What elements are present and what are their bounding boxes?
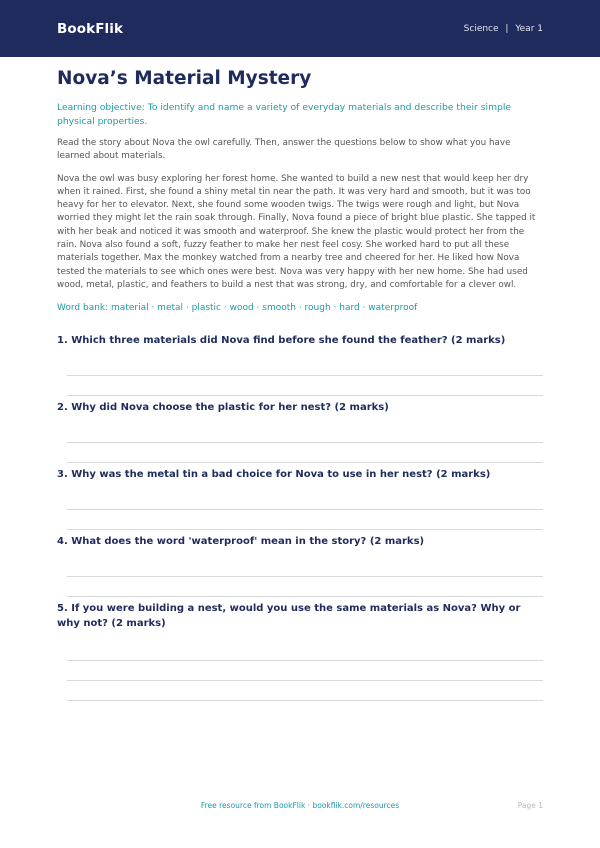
question-text: 5. If you were building a nest, would you use the same materials as Nova? Why or why not? (2 marks): [57, 603, 521, 630]
subject-label: Science: [463, 23, 499, 34]
worksheet-content: [0, 57, 600, 701]
question-block: [57, 467, 543, 530]
answer-line[interactable]: [67, 660, 543, 661]
answer-line[interactable]: [67, 700, 543, 701]
answer-line[interactable]: [67, 576, 543, 577]
answer-line[interactable]: [67, 462, 543, 463]
year-label: Year 1: [515, 23, 543, 34]
question-block: [57, 601, 543, 701]
question-block: [57, 400, 543, 463]
answer-line[interactable]: [67, 596, 543, 597]
question-text: 2. Why did Nova choose the plastic for her nest? (2 marks): [57, 402, 389, 414]
question-text: 3. Why was the metal tin a bad choice for Nova to use in her nest? (2 marks): [57, 469, 491, 481]
answer-line[interactable]: [67, 395, 543, 396]
word-bank: Word bank: material · metal · plastic · wood · smooth · rough · hard · waterproof: [57, 303, 418, 314]
question-text: 4. What does the word 'waterproof' mean in the story? (2 marks): [57, 536, 425, 548]
story-text: Nova the owl was busy exploring her forest home. She wanted to build a new nest that would keep her dry when it rained. First, she found a shiny metal tin near the path. It was very hard and smooth, but it was too heavy for her to elevator. Next, she found some wooden twigs. The twigs were rough and light, but Nova worried they might let the rain soak through. Finally, Nova found a piece of bright blue plastic. She tapped it with her beak and noticed it was smooth and waterproof. She knew the plastic would protect her from the rain. Nova also found a soft, fuzzy feather to make her nest feel cosy. She worked hard to put all these materials together. Max the monkey watched from a nearby tree and cheered for her. He liked how Nova tested the materials to see which ones were best. Nova was very happy with her new home. She had used wood, metal, plastic, and feathers to build a nest that was strong, dry, and comfortable for a clever owl.: [57, 173, 536, 290]
instructions: Read the story about Nova the owl carefully. Then, answer the questions below to show what you have learned about materials.: [57, 138, 511, 162]
answer-line[interactable]: [67, 375, 543, 376]
subject-year: [464, 24, 543, 34]
brand-logo: BookFlik: [57, 20, 124, 37]
question-block: [57, 534, 543, 597]
question-block: [57, 333, 543, 396]
footer: [0, 801, 600, 815]
footer-resource-link[interactable]: Free resource from BookFlik · bookflik.com/resources: [200, 801, 400, 810]
page-title: Nova’s Material Mystery: [57, 68, 312, 89]
question-text: 1. Which three materials did Nova find before she found the feather? (2 marks): [57, 335, 506, 347]
header-bar: [0, 0, 600, 57]
page-number: Page 1: [517, 801, 543, 810]
separator: |: [505, 23, 509, 34]
answer-line[interactable]: [67, 442, 543, 443]
answer-line[interactable]: [67, 680, 543, 681]
learning-objective: Learning objective: To identify and name a variety of everyday materials and describe their simple physical properties.: [57, 102, 512, 127]
answer-line[interactable]: [67, 529, 543, 530]
answer-line[interactable]: [67, 509, 543, 510]
